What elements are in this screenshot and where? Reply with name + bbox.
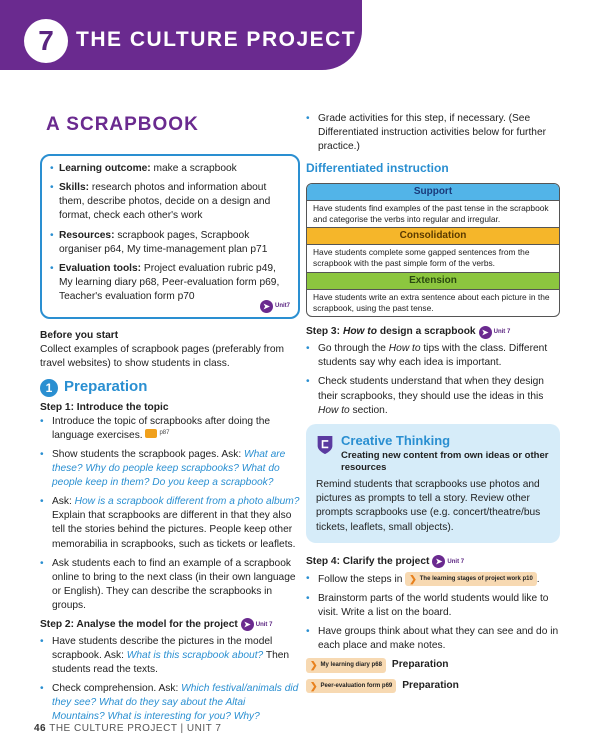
creative-thinking-subtitle: Creating new content from own ideas or other resources [341, 449, 549, 473]
list-item: • Grade activities for this step, if necessary. (See Differentiated instruction activities below for further practice.) [306, 112, 560, 154]
differentiated-table [306, 183, 560, 317]
outcome-item: • Evaluation tools: Project evaluation rubric p49, My learning diary p68, Peer-evaluation form p69, Teacher's evaluation form p70 [50, 262, 290, 304]
cursor-icon: ➤ [260, 300, 273, 313]
list-item: • Have groups think about what they can see and do in each place and make notes. [306, 625, 560, 653]
creative-thinking-text: Remind students that scrapbooks use photos and pictures as prompts to tell a story. Review other prompts scrapbooks use (e.g. concert/theatre/bus tickets, leaflets, small objects). [316, 479, 541, 533]
diary-link-row: ❯ My learning diary p68 Preparation [306, 658, 560, 672]
list-item: • Show students the scrapbook pages. Ask: What are these? Why do people keep scrapbooks? What do people keep in them? Do you keep a scrapbook? [40, 448, 300, 490]
list-item: • Ask: How is a scrapbook different from a photo album? Explain that scrapbooks are different in that they also tell the stories behind the pictures. People keep other memorabilia in scrapbooks, such as tickets or leaflets. [40, 495, 300, 551]
chapter-number: 7 [24, 19, 68, 63]
list-item: • Brainstorm parts of the world students would like to visit. Write a list on the board. [306, 592, 560, 620]
unit-link[interactable]: ➤ Unit 7 [432, 555, 464, 568]
consolidation-heading: Consolidation [307, 228, 559, 245]
list-item: • Have students describe the pictures in the model scrapbook. Ask: What is this scrapbook about? Then students read the texts. [40, 635, 300, 677]
differentiated-title: Differentiated instruction [306, 161, 449, 176]
grade-list [306, 112, 560, 154]
workbook-ref[interactable]: p87 [145, 429, 169, 438]
learning-stages-link[interactable]: ❯ The learning stages of project work p10 [405, 572, 537, 586]
unit-link[interactable]: ➤ Unit7 [260, 300, 290, 313]
peer-eval-link[interactable]: ❯ Peer-evaluation form p69 [306, 679, 396, 693]
support-heading: Support [307, 184, 559, 201]
step3-heading: Step 3: How to design a scrapbook ➤ Unit 7 [306, 326, 511, 338]
footer-text: THE CULTURE PROJECT | UNIT 7 [46, 723, 222, 734]
preparation-heading [40, 377, 300, 398]
unit-link[interactable]: ➤ Unit 7 [241, 618, 273, 631]
preparation-title: Preparation [64, 378, 148, 396]
list-item: • Go through the How to tips with the class. Different students say why each idea is important. [306, 342, 560, 370]
creative-thinking-box [306, 424, 560, 543]
page-number: 46 [34, 723, 47, 734]
list-item: • Ask students each to find an example of a scrapbook online to bring to the next class (in their own language or English). They can describe the scrapbooks in groups. [40, 557, 300, 613]
arrow-icon: ❯ [310, 680, 318, 691]
step4-heading: Step 4: Clarify the project ➤ Unit 7 [306, 555, 465, 567]
cursor-icon: ➤ [241, 618, 254, 631]
arrow-icon: ❯ [310, 660, 318, 671]
peer-eval-link-row: ❯ Peer-evaluation form p69 Preparation [306, 679, 560, 693]
shield-icon [316, 432, 334, 458]
before-start-text: Collect examples of scrapbook pages (preferably from travel websites) to show students in class. [40, 344, 285, 370]
list-item: • Check comprehension. Ask: Which festival/animals did they see? What do they say about the Altai Mountains? What is interesting for you? Why? [40, 682, 300, 724]
chapter-title: THE CULTURE PROJECT [76, 28, 357, 51]
outcome-item: • Skills: research photos and information about them, describe photos, decide on a design and format, check each other's work [50, 181, 290, 223]
step1-list [40, 415, 300, 613]
list-item: • Introduce the topic of scrapbooks after doing the language exercises. p87 [40, 415, 300, 443]
unit-link[interactable]: ➤ Unit 7 [479, 326, 511, 339]
left-column [40, 112, 300, 729]
creative-thinking-title: Creative Thinking [341, 432, 451, 448]
step2-heading: Step 2: Analyse the model for the project ➤ Unit 7 [40, 618, 273, 630]
step1-heading: Step 1: Introduce the topic [40, 401, 169, 413]
outcome-item: • Resources: scrapbook pages, Scrapbook organiser p64, My time-management plan p71 [50, 229, 290, 257]
list-item: • Follow the steps in ❯ The learning stages of project work p10 . [306, 572, 560, 587]
right-column [306, 112, 560, 699]
creative-thinking-header [316, 432, 550, 475]
arrow-icon: ❯ [409, 573, 417, 584]
preparation-number: 1 [40, 379, 58, 397]
book-icon [145, 429, 157, 438]
learning-outcome-box [40, 154, 300, 319]
outcome-item: • Learning outcome: make a scrapbook [50, 162, 290, 176]
chapter-banner [0, 0, 362, 70]
diary-link[interactable]: ❯ My learning diary p68 [306, 658, 386, 672]
list-item: • Check students understand that when they design their scrapbooks, they should use the ideas in this How to section. [306, 375, 560, 417]
extension-heading: Extension [307, 273, 559, 290]
cursor-icon: ➤ [432, 555, 445, 568]
support-text: Have students find examples of the past tense in the scrapbook and categorise the verbs into regular and irregular. [307, 201, 559, 229]
extension-text: Have students write an extra sentence about each picture in the scrapbook, using the past tense. [313, 291, 550, 313]
step4-list [306, 572, 560, 653]
cursor-icon: ➤ [479, 326, 492, 339]
section-title: A SCRAPBOOK [46, 114, 199, 135]
step2-list [40, 635, 300, 724]
before-start-heading: Before you start [40, 329, 119, 341]
consolidation-text: Have students complete some gapped sentences from the scrapbook with the past simple form of the verbs. [307, 245, 559, 273]
page-footer [34, 722, 221, 736]
step3-list [306, 342, 560, 417]
